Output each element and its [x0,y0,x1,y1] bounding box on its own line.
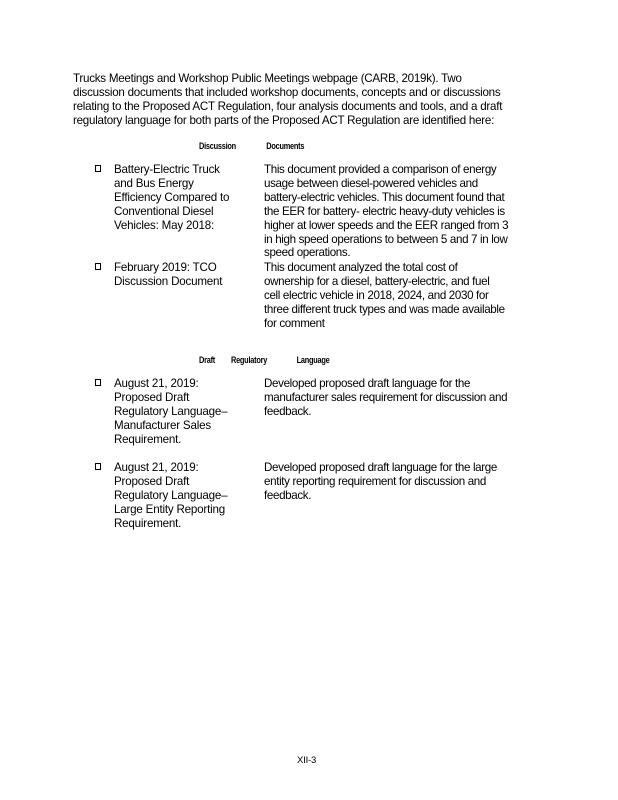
intro-paragraph [73,72,553,128]
entry-description: This document provided a comparison of energy usage between diesel-powered vehicles and battery-electric vehicles. This document found that the EER for battery- electric heavy-duty vehicles is higher at lower speeds and the EER ranged from 3 in high speed operations to between 5 and 7 in low speed operations. [264,163,509,260]
bullet-box-icon [95,165,101,172]
entry-description: Developed proposed draft language for the manufacturer sales requirement for discussion and feedback. [264,377,508,418]
intro-line: relating to the Proposed ACT Regulation, four analysis documents and tools, and a draft [73,100,503,113]
entry-description: This document analyzed the total cost of ownership for a diesel, battery-electric, and fuel cell electric vehicle in 2018, 2024, and 2030 for three different truck types and was made available for comment [264,261,505,330]
heading-word: Draft [199,355,216,365]
bullet-box-icon [95,379,101,386]
entry-title: February 2019: TCO Discussion Document [114,261,223,289]
intro-line: Trucks Meetings and Workshop Public Meetings webpage (CARB, 2019k). Two [73,72,462,85]
entry-title: Battery-Electric Truck and Bus Energy Efficiency Compared to Conventional Diesel Vehicles: May 2018: [114,163,230,233]
heading-word: Regulatory [230,355,268,365]
heading-word: Language [296,355,330,365]
entry-description: Developed proposed draft language for the large entity reporting requirement for discussion and feedback. [264,461,497,502]
intro-line: discussion documents that included workshop documents, concepts and or discussions [73,86,501,99]
heading-word: Documents [266,141,305,151]
page-number: XII-3 [297,755,317,766]
heading-word: Discussion [199,141,236,151]
entry-title: August 21, 2019: Proposed Draft Regulatory Language– Manufacturer Sales Requirement. [114,377,228,447]
bullet-box-icon [95,263,101,270]
bullet-box-icon [95,463,101,470]
intro-line: regulatory language for both parts of the Proposed ACT Regulation are identified here: [73,114,495,127]
entry-title: August 21, 2019: Proposed Draft Regulatory Language– Large Entity Reporting Requirement. [114,461,228,531]
